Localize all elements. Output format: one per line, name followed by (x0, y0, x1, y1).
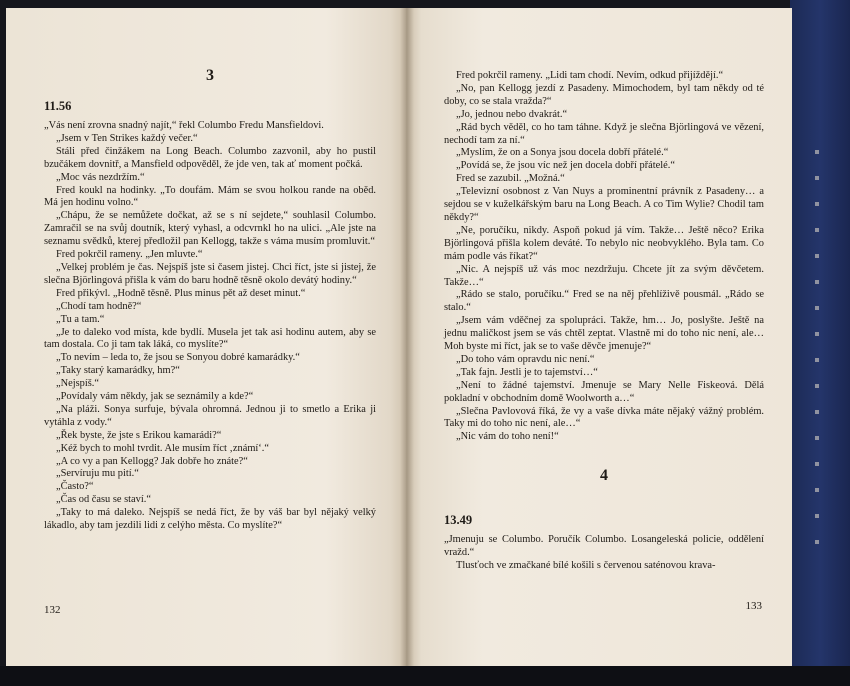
paragraph: Fred pokrčil rameny. „Lidi tam chodí. Nevím, odkud přijíždějí.“ (456, 70, 724, 81)
paragraph: „Servíruju mu pití.“ (56, 468, 139, 480)
paragraph: „Nic. A nejspíš už vás moc nezdržuju. Chcete jít za svým děvčetem. Takže…“ (444, 263, 764, 288)
section-time-4: 13.49 (444, 513, 473, 528)
paragraph: Tlusťoch ve zmačkané bílé košili s červenou saténovou kravа- (456, 560, 716, 572)
page-number-left: 132 (44, 604, 61, 616)
paragraph: Fred se zazubil. „Možná.“ (456, 173, 565, 185)
paragraph: „Řek byste, že jste s Erikou kamarádi?“ (56, 429, 222, 441)
paragraph: „Jsem v Ten Strikes každý večer.“ (56, 132, 198, 144)
paragraph: Fred pokrčil rameny. „Jen mluvte.“ (56, 249, 203, 261)
chapter-number: 3 (206, 67, 214, 84)
paragraph: „Tu a tam.“ (56, 313, 105, 325)
paragraph: „Povídá se, že jsou víc než jen docela dobří přátelé.“ (456, 160, 675, 172)
paragraph: „Nic vám do toho není!“ (456, 431, 559, 443)
paragraph: „No, pan Kellogg jezdí z Pasadeny. Mimochodem, byl tam někdy od té doby, co se stala vražda?“ (444, 82, 764, 107)
paragraph: Fred přikývl. „Hodně těsně. Plus minus pět až deset minut.“ (56, 287, 306, 299)
book-gutter (400, 8, 414, 666)
paragraph: „Jsem vám vděčnej za spolupráci. Takže, hm… Jo, poslyšte. Ještě na jednu maličkost jsem se vás chtěl zeptat. Vlastně mi do toho nic není, ale… Moh byste mi říct, jak se to vaše děvče jmenuje?“ (444, 315, 764, 353)
left-page-text (44, 120, 376, 533)
paragraph: „Vás není zrovna snadný najít,“ řekl Columbo Fredu Mansfieldovi. (44, 120, 324, 131)
paragraph: „Slečna Pavlovová říká, že vy a vaše dívka máte nějaký vážný problém. Taky mi do toho nic není, ale…“ (444, 405, 764, 430)
paragraph: „Tak fajn. Jestli je to tajemství…“ (456, 366, 598, 378)
paragraph: „Rádo se stalo, poručíku.“ Fred se na něj přehlíživě pousmál. „Rádo se stalo.“ (444, 289, 764, 314)
paragraph: „Na pláži. Sonya surfuje, bývala ohromná. Jednou ji to smetlo a Erika ji vytáhla z vody.“ (44, 403, 376, 428)
section-time: 11.56 (44, 99, 72, 113)
paragraph: „Taky to má daleko. Nejspíš se nedá říct, že by váš bar byl nějaký velký lákadlo, aby tam jezdili lidi z celýho města. Co myslíte?“ (44, 507, 376, 532)
paragraph: „Často?“ (56, 481, 94, 493)
paragraph: „Jmenuju se Columbo. Poručík Columbo. Losangeleská policie, oddělení vražd.“ (444, 534, 764, 559)
paragraph: „Ne, poručíku, nikdy. Aspoň pokud já vím. Takže… Ještě něco? Erika Björlingová přišla kolem deváté. To nebylo nic neobvyklého. Byla tam. Co mám podle vás říkat?“ (444, 224, 764, 262)
paragraph: „Chodí tam hodně?“ (56, 300, 142, 312)
paragraph: „Čas od času se staví.“ (56, 494, 151, 506)
paragraph: „To nevím – leda to, že jsou se Sonyou dobré kamarádky.“ (56, 352, 300, 364)
paragraph: „Televizní osobnost z Van Nuys a prominentní právník z Pasadeny… a sejdou se v kuželkářským baru na Long Beach. A co Tim Wylie? Chodil tam někdy?“ (444, 186, 764, 223)
right-page (406, 8, 792, 666)
paragraph: „Velkej problém je čas. Nejspíš jste si časem jistej. Chci říct, jste si jistej, že slečna Björlingová přišla k vám do baru hodně těsně okolo devátý hodiny.“ (44, 261, 376, 286)
paragraph: „Do toho vám opravdu nic není.“ (456, 353, 595, 365)
paragraph: „A co vy a pan Kellogg? Jak dobře ho znáte?“ (56, 455, 248, 467)
paragraph: „Nejspíš.“ (56, 378, 99, 390)
paragraph: „Není to žádné tajemství. Jmenuje se Mary Nelle Fiskeová. Dělá pokladní v obchodním domě Woolworth a…“ (444, 379, 764, 404)
paragraph: „Moc vás nezdržím.“ (56, 171, 145, 183)
paragraph: „Chápu, že se nemůžete dočkat, až se s ní sejdete,“ souhlasil Columbo. Zamračil se na svůj doutník, který vyhasl, a odcvrnkl ho na ulici. „Ale jste na seznamu svědků, kterej předložil pan Kellogg, takže s váma musím promluvit.“ (44, 210, 376, 248)
paragraph: „Je to daleko vod místa, kde bydlí. Musela jet tak asi hodinu autem, aby se tam dostala. Co ji tam tak láká, co myslíte?“ (44, 326, 376, 351)
paragraph: „Jo, jednou nebo dvakrát.“ (456, 108, 568, 120)
chapter-number-4: 4 (600, 467, 608, 485)
paragraph: „Taky starý kamarádky, hm?“ (56, 365, 180, 377)
book-cover-bottom (0, 666, 850, 686)
paragraph: „Kéž bych to mohl tvrdit. Ale musím říct ‚známí‘.“ (56, 442, 269, 454)
right-page-text-top (444, 70, 764, 444)
paragraph: „Myslím, že on a Sonya jsou docela dobří přátelé.“ (456, 147, 669, 159)
page-number-right: 133 (745, 600, 762, 612)
paragraph: Fred koukl na hodinky. „To doufám. Mám se svou holkou rande na oběd. Má jen hodinu volno.“ (44, 184, 376, 209)
spine-marks (812, 150, 822, 570)
paragraph: „Povídaly vám někdy, jak se seznámily a kde?“ (56, 391, 254, 403)
right-page-text-bottom (444, 534, 764, 573)
left-page (6, 8, 406, 666)
paragraph: „Rád bych věděl, co ho tam táhne. Když je slečna Björlingová ve vězení, nechodí tam za ní.“ (444, 121, 764, 146)
paragraph: Stáli před činžákem na Long Beach. Columbo zazvonil, aby ho pustil bzučákem dovnitř, a Mansfield odpověděl, že jde ven, tak ať moment počká. (44, 145, 376, 170)
